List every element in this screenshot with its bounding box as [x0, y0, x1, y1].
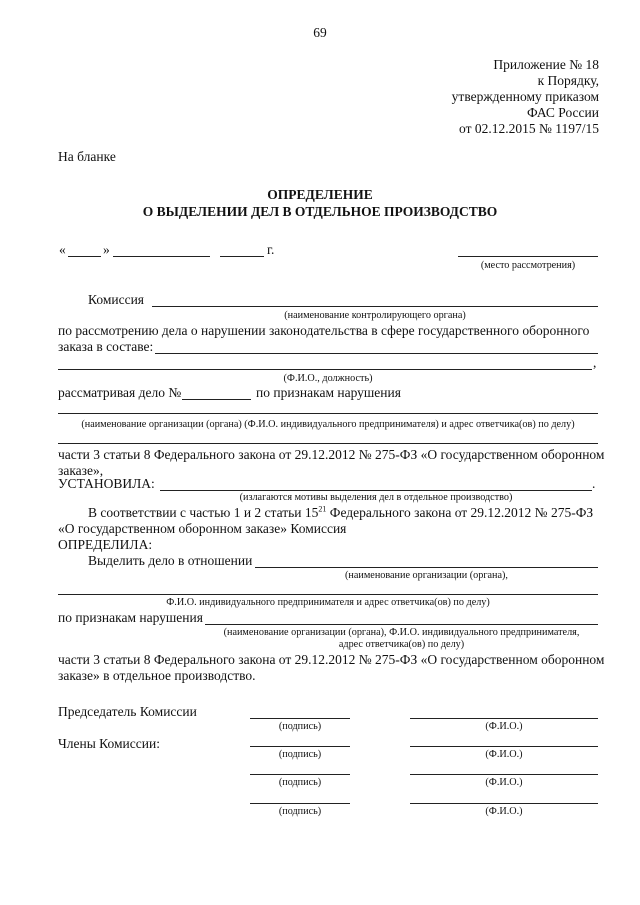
established-hint: (излагаются мотивы выделения дел в отдельное производство) — [239, 492, 513, 503]
commission-label: Комиссия — [88, 292, 145, 307]
established-field[interactable] — [160, 490, 592, 491]
composition-field-2[interactable] — [58, 369, 592, 370]
member-3-signature-field[interactable] — [250, 803, 350, 804]
article-superscript: 21 — [318, 504, 327, 514]
members-hint: (Ф.И.О., должность) — [283, 373, 373, 384]
date-quote-open: « — [59, 242, 66, 257]
signature-hint: (подпись) — [278, 806, 322, 817]
document-title-line-1: ОПРЕДЕЛЕНИЕ — [267, 187, 373, 202]
established-dot: . — [592, 476, 596, 491]
year-suffix: г. — [267, 242, 275, 257]
signs-hint-2: адрес ответчика(ов) по делу) — [338, 639, 465, 650]
accordance-text-1a: В соответствии с частью 1 и 2 статьи 15 — [88, 505, 319, 520]
case-text: рассматривая дело № — [58, 385, 182, 400]
allocate-org-hint: (наименование организации (органа), — [345, 570, 508, 581]
decided-label: ОПРЕДЕЛИЛА: — [58, 537, 153, 552]
signature-hint: (подпись) — [278, 777, 322, 788]
case-number-field[interactable] — [182, 399, 251, 400]
letterhead-note: На бланке — [58, 149, 116, 164]
composition-field[interactable] — [155, 353, 598, 354]
signs-text: по признакам нарушения — [58, 610, 203, 625]
accordance-text-1b: Федерального закона от 29.12.2012 № 275-ФЗ — [326, 505, 594, 520]
date-quote-close: » — [103, 242, 110, 257]
commission-org-hint: (наименование контролирующего органа) — [284, 310, 466, 321]
accordance-text-2: «О государственном оборонном заказе» Комиссия — [58, 521, 347, 536]
page-number: 69 — [313, 25, 327, 40]
member-1-signature-field[interactable] — [250, 746, 350, 747]
decided-law-2: заказе» в отдельное производство. — [58, 668, 256, 683]
appendix-line-1: Приложение № 18 — [493, 57, 599, 72]
respondent-field[interactable] — [58, 413, 598, 414]
case-signs-text: по признакам нарушения — [256, 385, 401, 400]
appendix-line-5: от 02.12.2015 № 1197/15 — [459, 121, 599, 136]
place-hint: (место рассмотрения) — [480, 260, 576, 271]
name-hint: (Ф.И.О.) — [485, 721, 523, 732]
year-field[interactable] — [220, 256, 264, 257]
law-reference-1: части 3 статьи 8 Федерального закона от 29.12.2012 № 275-ФЗ «О государственном оборонном — [58, 447, 605, 462]
allocate-ip-field[interactable] — [58, 594, 598, 595]
appendix-line-4: ФАС России — [527, 105, 599, 120]
appendix-line-3: утвержденному приказом — [451, 89, 599, 104]
chairman-name-field[interactable] — [410, 718, 598, 719]
name-hint: (Ф.И.О.) — [485, 806, 523, 817]
established-label: УСТАНОВИЛА: — [58, 476, 155, 491]
members-label: Члены Комиссии: — [58, 736, 160, 751]
signature-hint: (подпись) — [278, 749, 322, 760]
month-field[interactable] — [113, 256, 210, 257]
allocate-ip-hint: Ф.И.О. индивидуального предпринимателя и адрес ответчика(ов) по делу) — [166, 597, 490, 608]
day-field[interactable] — [68, 256, 101, 257]
respondent-field-2[interactable] — [58, 443, 598, 444]
signature-hint: (подпись) — [278, 721, 322, 732]
member-3-name-field[interactable] — [410, 803, 598, 804]
composition-comma: , — [593, 355, 597, 370]
member-2-name-field[interactable] — [410, 774, 598, 775]
chairman-label: Председатель Комиссии — [58, 704, 197, 719]
name-hint: (Ф.И.О.) — [485, 749, 523, 760]
document-title-line-2: О ВЫДЕЛЕНИИ ДЕЛ В ОТДЕЛЬНОЕ ПРОИЗВОДСТВО — [142, 204, 498, 219]
decided-law-1: части 3 статьи 8 Федерального закона от 29.12.2012 № 275-ФЗ «О государственном оборонном — [58, 652, 605, 667]
law-reference-2: заказе», — [58, 463, 104, 478]
signs-field[interactable] — [205, 624, 598, 625]
appendix-line-2: к Порядку, — [537, 73, 599, 88]
accordance-text-1 — [88, 505, 593, 521]
member-1-name-field[interactable] — [410, 746, 598, 747]
allocate-text: Выделить дело в отношении — [88, 553, 253, 568]
place-field[interactable] — [458, 256, 598, 257]
member-2-signature-field[interactable] — [250, 774, 350, 775]
commission-text-2: заказа в составе: — [58, 339, 154, 354]
chairman-signature-field[interactable] — [250, 718, 350, 719]
signs-hint-1: (наименование организации (органа), Ф.И.О. индивидуального предпринимателя, — [223, 627, 580, 638]
name-hint: (Ф.И.О.) — [485, 777, 523, 788]
commission-text-1: по рассмотрению дела о нарушении законодательства в сфере государственного оборонного — [58, 323, 590, 338]
commission-org-field[interactable] — [152, 306, 598, 307]
respondent-hint: (наименование организации (органа) (Ф.И.О. индивидуального предпринимателя) и адрес ответчика(ов) по делу) — [81, 419, 575, 430]
allocate-org-field[interactable] — [255, 567, 598, 568]
